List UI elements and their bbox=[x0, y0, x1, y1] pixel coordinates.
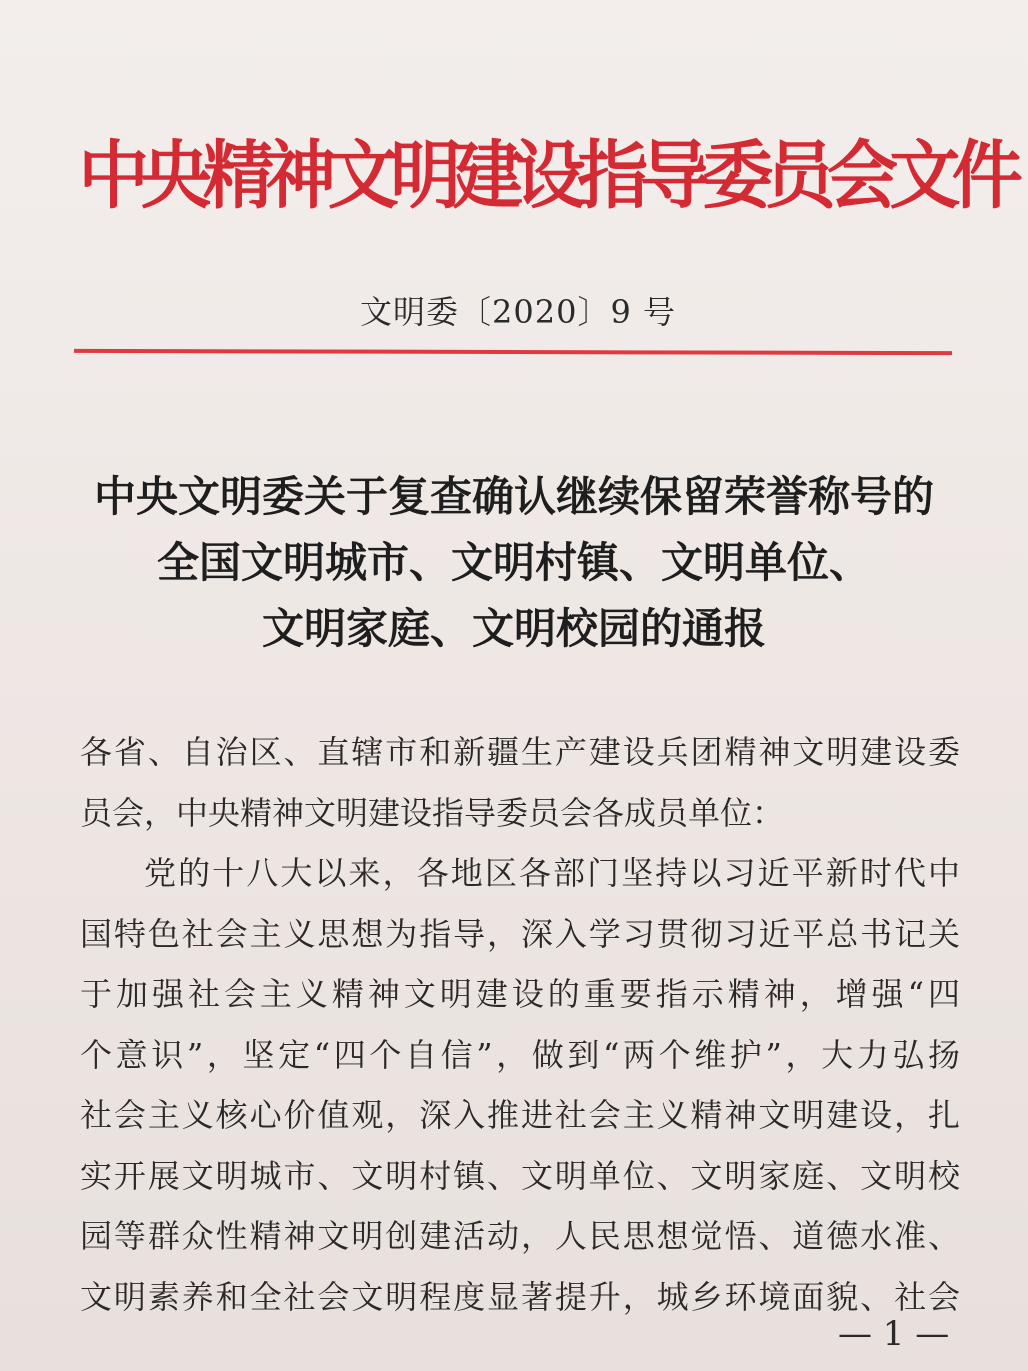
page-number: — 1 — bbox=[838, 1314, 950, 1354]
notice-title bbox=[60, 464, 968, 662]
document-number: 文明委〔2020〕9 号 bbox=[360, 293, 676, 331]
body-line: 实开展文明城市、文明村镇、文明单位、文明家庭、文明校 bbox=[80, 1156, 960, 1195]
body-line: 个意识”，坚定“四个自信”，做到“两个维护”，大力弘扬 bbox=[80, 1035, 960, 1074]
body-line: 于加强社会主义精神文明建设的重要指示精神，增强“四 bbox=[80, 975, 960, 1013]
body-line: 各省、自治区、直辖市和新疆生产建设兵团精神文明建设委 bbox=[80, 733, 960, 771]
body-line: 员会，中央精神文明建设指导委员会各成员单位： bbox=[80, 793, 785, 832]
red-separator-line bbox=[74, 349, 952, 355]
notice-title-line: 文明家庭、文明校园的通报 bbox=[261, 604, 766, 653]
issuing-authority-header: 中央精神文明建设指导委员会文件 bbox=[78, 133, 1015, 219]
body-line: 文明素养和全社会文明程度显著提升，城乡环境面貌、社会 bbox=[80, 1277, 960, 1316]
notice-title-line: 全国文明城市、文明村镇、文明单位、 bbox=[156, 538, 871, 587]
body-line: 党的十八大以来，各地区各部门坚持以习近平新时代中 bbox=[144, 854, 960, 892]
body-text bbox=[80, 722, 960, 1327]
body-line: 社会主义核心价值观，深入推进社会主义精神文明建设，扎 bbox=[80, 1096, 960, 1134]
notice-title-line: 中央文明委关于复查确认继续保留荣誉称号的 bbox=[93, 472, 934, 521]
body-line: 园等群众性精神文明创建活动，人民思想觉悟、道德水准、 bbox=[80, 1217, 960, 1255]
body-line: 国特色社会主义思想为指导，深入学习贯彻习近平总书记关 bbox=[80, 914, 960, 953]
